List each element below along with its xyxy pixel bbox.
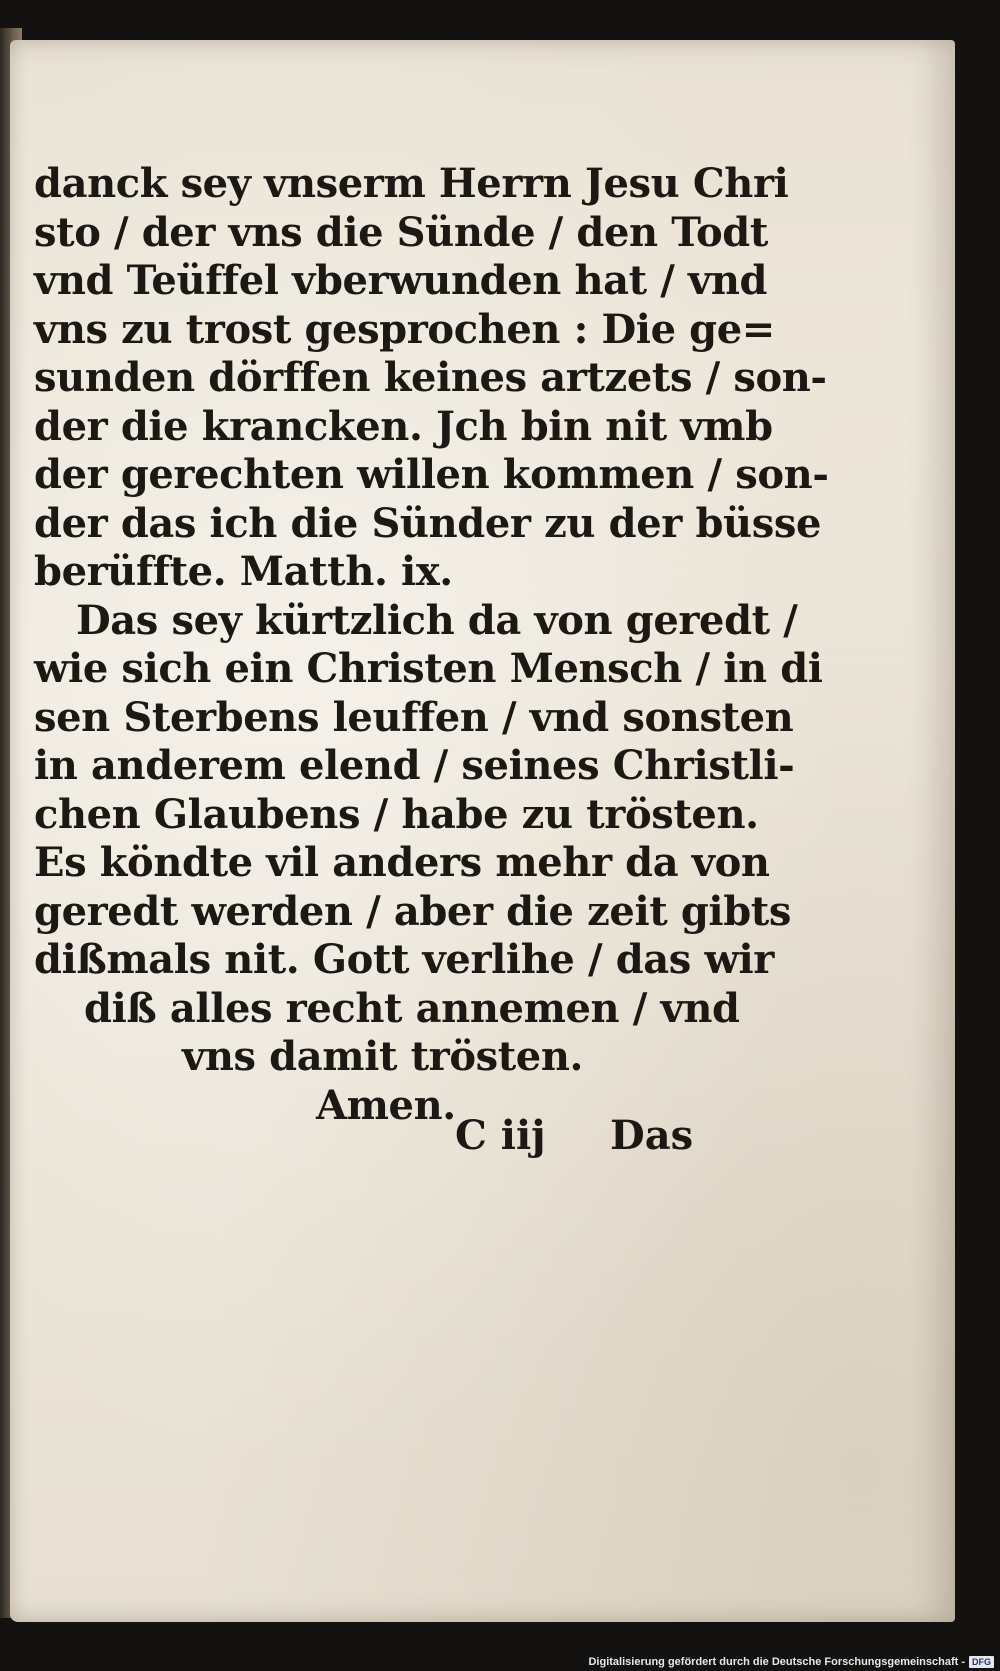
dfg-logo-icon: DFG <box>969 1656 994 1668</box>
text-line: Es köndte vil anders mehr da von <box>34 839 770 886</box>
text-line: sto / der vns die Sünde / den Todt <box>34 208 768 256</box>
funding-credit <box>588 1656 994 1668</box>
text-line: dißmals nit. Gott verlihe / das wir <box>34 936 774 983</box>
page-text <box>34 160 829 1130</box>
text-line: der die krancken. Jch bin nit vmb <box>34 402 773 450</box>
text-line: diß alles recht annemen / vnd <box>84 984 740 1032</box>
text-line: sen Sterbens leuffen / vnd sonsten <box>34 693 794 741</box>
text-line: wie sich ein Christen Mensch / in di <box>34 645 823 692</box>
text-line: vnd Teüffel vberwunden hat / vnd <box>34 257 768 304</box>
text-line: berüffte. Matth. ix. <box>34 548 453 595</box>
text-line: in anderem elend / seines Christli- <box>34 742 795 789</box>
signature-mark: C iij <box>455 1112 546 1159</box>
text-line: geredt werden / aber die zeit gibts <box>34 887 791 935</box>
text-line: der das ich die Sünder zu der büsse <box>34 499 821 547</box>
text-line: vns damit trösten. <box>182 1033 584 1080</box>
footer-bar <box>0 1649 1000 1671</box>
catchword: Das <box>610 1112 694 1159</box>
credit-text: Digitalisierung gefördert durch die Deutsche Forschungsgemeinschaft - <box>588 1656 965 1668</box>
text-line: sunden dörffen keines artzets / son- <box>34 354 827 401</box>
text-line: danck sey vnserm Herrn Jesu Chri <box>34 160 789 207</box>
text-line: Das sey kürtzlich da von geredt / <box>76 596 798 644</box>
text-line: der gerechten willen kommen / son- <box>34 451 829 498</box>
text-line: vns zu trost gesprochen : Die ge= <box>34 305 775 353</box>
text-line: chen Glaubens / habe zu trösten. <box>34 790 759 838</box>
text-line: Amen. <box>316 1081 456 1129</box>
